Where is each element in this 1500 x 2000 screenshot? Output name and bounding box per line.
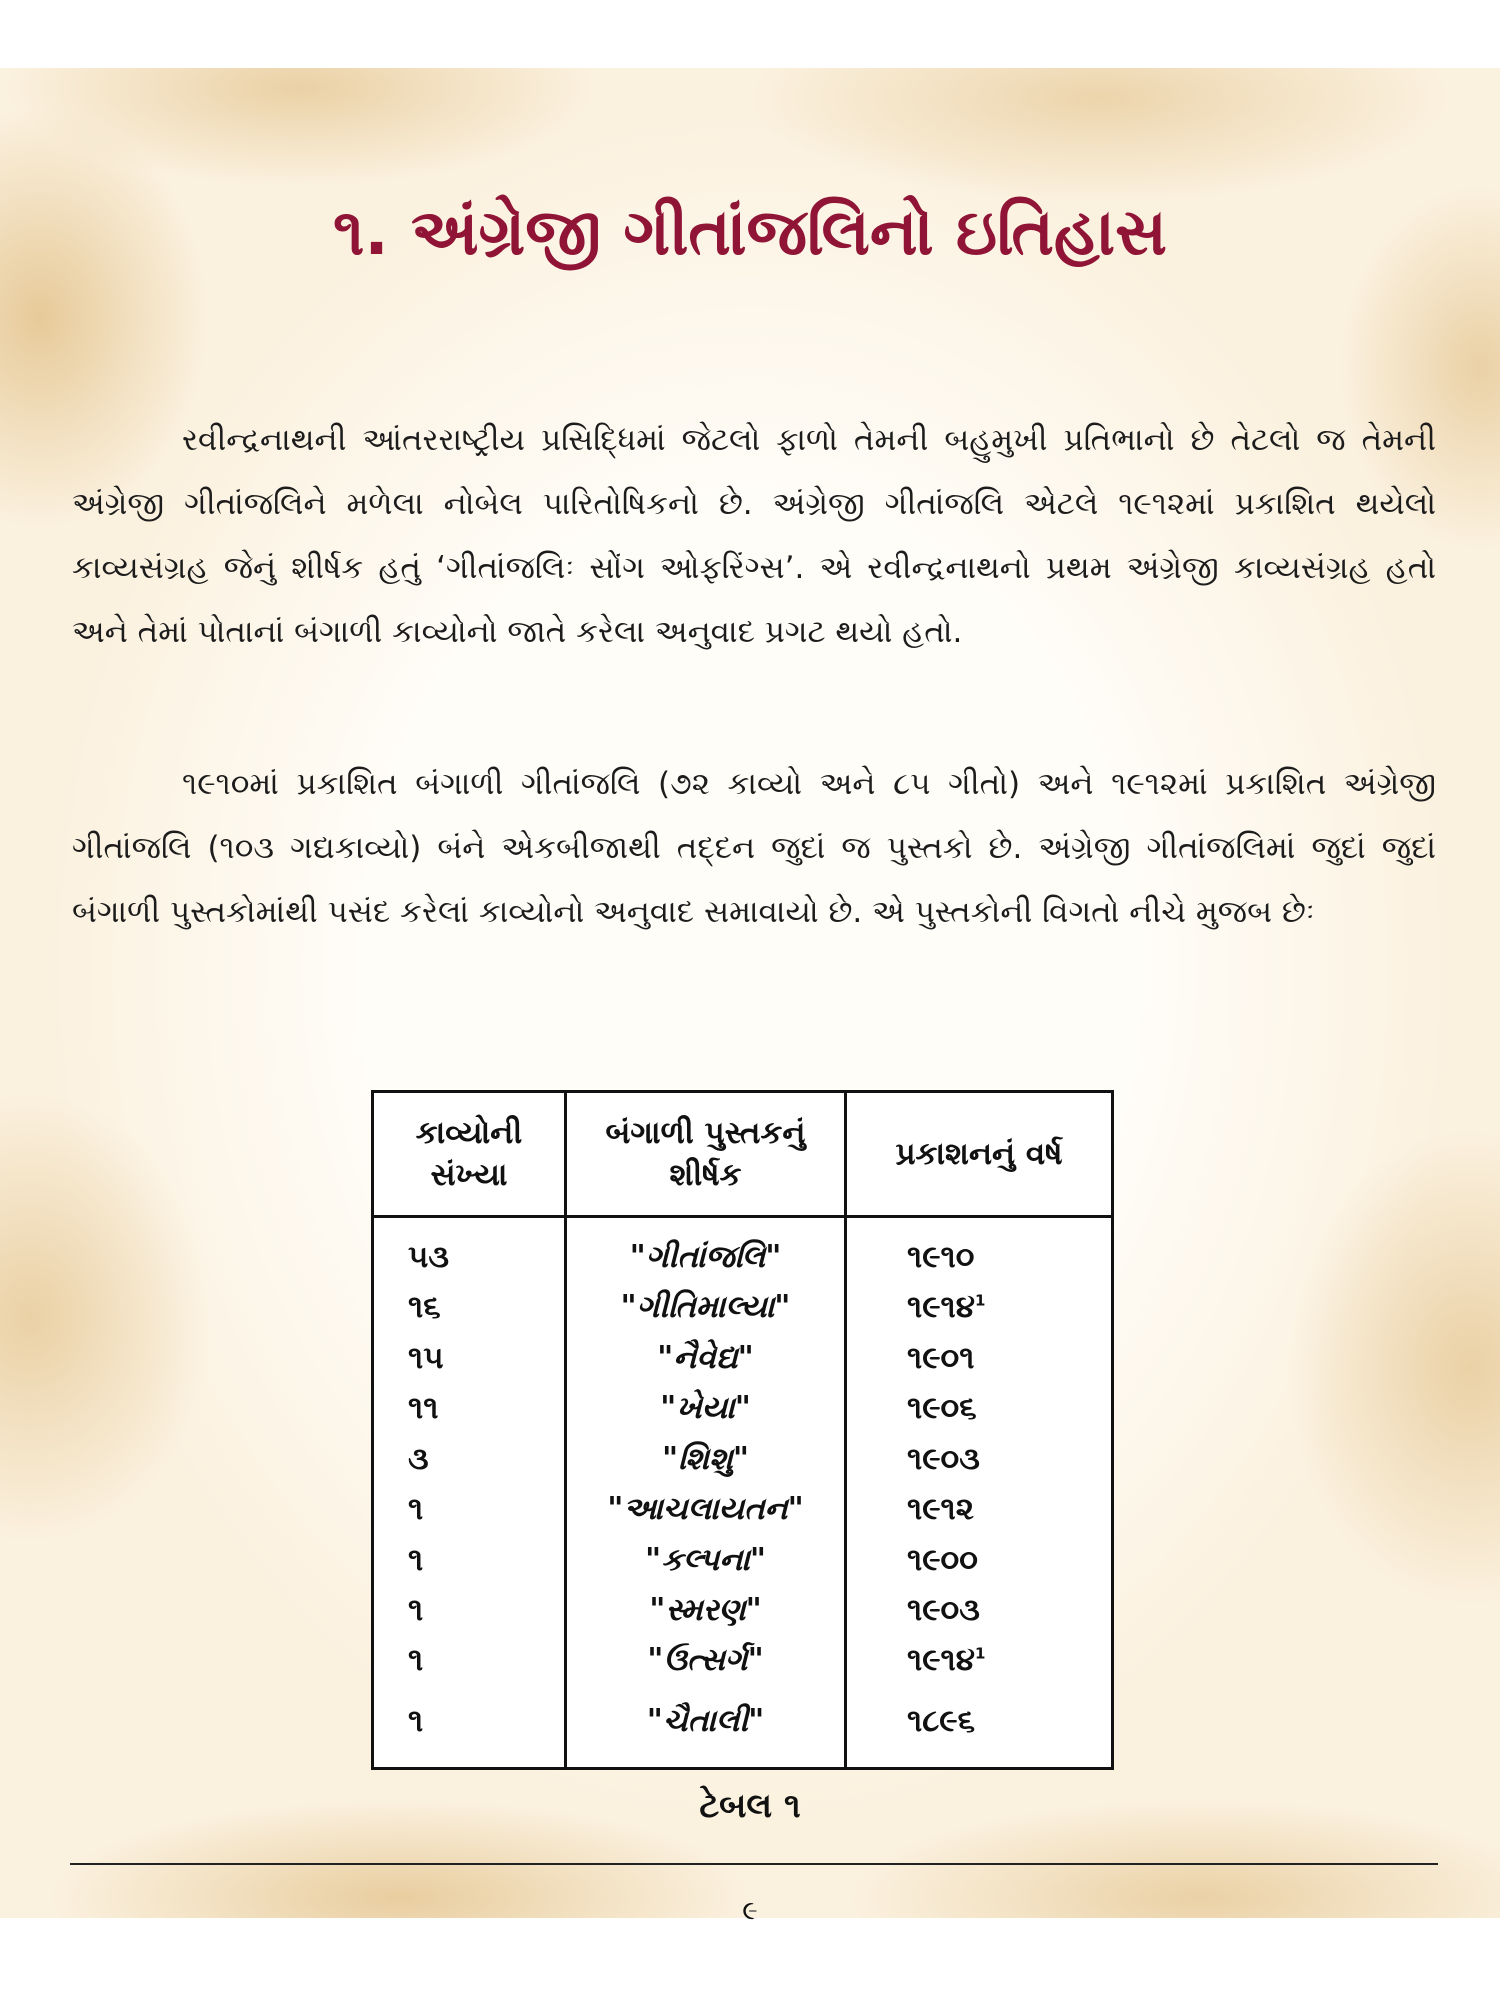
poem-count-cell: ૧૬ bbox=[408, 1289, 441, 1326]
table-row bbox=[373, 1333, 1113, 1383]
table-row bbox=[373, 1535, 1113, 1585]
book-title-cell: "ગીતિમાલ્યા" bbox=[566, 1283, 846, 1333]
year-cell bbox=[846, 1636, 1113, 1686]
book-title-cell: "ગીતાંજલિ" bbox=[566, 1217, 846, 1283]
poem-count-cell: ૫૩ bbox=[408, 1238, 450, 1275]
table-row bbox=[373, 1384, 1113, 1434]
book-title-cell: "ખેયા" bbox=[566, 1384, 846, 1434]
table-row bbox=[373, 1434, 1113, 1484]
body-paragraph-2: ૧૯૧૦માં પ્રકાશિત બંગાળી ગીતાંજલિ (૭૨ કાવ્યો અને ૮૫ ગીતો) અને ૧૯૧૨માં પ્રકાશિત અંગ્રેજી ગીતાંજલિ (૧૦૩ ગદ્યકાવ્યો) બંને એકબીજાથી તદ્દન જુદાં જ પુસ્તકો છે. અંગ્રેજી ગીતાંજલિમાં જુદાં જુદાં બંગાળી પુસ્તકોમાંથી પસંદ કરેલાં કાવ્યોનો અનુવાદ સમાવાયો છે. એ પુસ્તકોની વિગતો નીચે મુજબ છેઃ bbox=[72, 766, 1436, 930]
poem-count-cell: ૧૧ bbox=[408, 1390, 439, 1427]
year-cell bbox=[846, 1283, 1113, 1333]
table-row bbox=[373, 1585, 1113, 1635]
poem-count-cell: ૧ bbox=[408, 1592, 424, 1629]
year-cell bbox=[846, 1384, 1113, 1434]
footer-divider bbox=[70, 1863, 1438, 1865]
year-cell bbox=[846, 1484, 1113, 1534]
year-cell bbox=[846, 1217, 1113, 1283]
book-title-cell: "આચલાયતન" bbox=[566, 1484, 846, 1534]
book-details-table bbox=[371, 1090, 1114, 1770]
year-cell bbox=[846, 1535, 1113, 1585]
year-value: ૧૯૦૬ bbox=[907, 1390, 977, 1427]
header-poem-count: કાવ્યોની સંખ્યા bbox=[373, 1092, 566, 1217]
poem-count-cell: ૧૫ bbox=[408, 1339, 444, 1376]
poem-count-cell: ૧ bbox=[408, 1703, 424, 1740]
book-title-cell: "કલ્પના" bbox=[566, 1535, 846, 1585]
year-cell bbox=[846, 1434, 1113, 1484]
page-number: ૯ bbox=[742, 1896, 758, 1926]
year-value: ૧૯૧૪ bbox=[907, 1289, 975, 1326]
table-header-row bbox=[373, 1092, 1113, 1217]
header-publication-year: પ્રકાશનનું વર્ષ bbox=[846, 1092, 1113, 1217]
poem-count-cell: ૩ bbox=[408, 1440, 429, 1477]
year-value: ૧૯૦૩ bbox=[907, 1440, 980, 1477]
book-page bbox=[0, 68, 1500, 1926]
year-cell bbox=[846, 1333, 1113, 1383]
table-row bbox=[373, 1686, 1113, 1768]
header-bengali-book-title: બંગાળી પુસ્તકનું શીર્ષક bbox=[566, 1092, 846, 1217]
year-value: ૧૯૧૦ bbox=[907, 1238, 975, 1275]
year-value: ૧૮૯૬ bbox=[907, 1703, 975, 1740]
year-cell bbox=[846, 1585, 1113, 1635]
table-row bbox=[373, 1283, 1113, 1333]
year-value: ૧૯૦૩ bbox=[907, 1592, 980, 1629]
book-title-cell: "સ્મરણ" bbox=[566, 1585, 846, 1635]
year-value: ૧૯૦૧ bbox=[907, 1339, 975, 1376]
footnote-marker: 1 bbox=[974, 1645, 986, 1664]
book-title-cell: "ચૈતાલી" bbox=[566, 1686, 846, 1768]
poem-count-cell: ૧ bbox=[408, 1541, 424, 1578]
table-body bbox=[373, 1217, 1113, 1769]
book-title-cell: "શિશુ" bbox=[566, 1434, 846, 1484]
year-value: ૧૯૦૦ bbox=[907, 1541, 978, 1578]
book-title-cell: "નૈવેદ્ય" bbox=[566, 1333, 846, 1383]
book-title-cell: "ઉત્સર્ગ" bbox=[566, 1636, 846, 1686]
year-value: ૧૯૧૪ bbox=[907, 1642, 975, 1679]
year-cell bbox=[846, 1686, 1113, 1768]
table-row bbox=[373, 1636, 1113, 1686]
year-value: ૧૯૧૨ bbox=[907, 1491, 974, 1528]
poem-count-cell: ૧ bbox=[408, 1491, 424, 1528]
table-caption: ટેબલ ૧ bbox=[699, 1786, 801, 1826]
table-row bbox=[373, 1217, 1113, 1283]
chapter-title: ૧. અંગ્રેજી ગીતાંજલિનો ઇતિહાસ bbox=[333, 196, 1167, 270]
table-row bbox=[373, 1484, 1113, 1534]
body-paragraph-1: રવીન્દ્રનાથની આંતરરાષ્ટ્રીય પ્રસિદ્ધિમાં જેટલો ફાળો તેમની બહુમુખી પ્રતિભાનો છે તેટલો જ તેમની અંગ્રેજી ગીતાંજલિને મળેલા નોબેલ પારિતોષિકનો છે. અંગ્રેજી ગીતાંજલિ એટલે ૧૯૧૨માં પ્રકાશિત થયેલો કાવ્યસંગ્રહ જેનું શીર્ષક હતું ‘ગીતાંજલિઃ સોંગ ઓફરિંગ્સ’. એ રવીન્દ્રનાથનો પ્રથમ અંગ્રેજી કાવ્યસંગ્રહ હતો અને તેમાં પોતાનાં બંગાળી કાવ્યોનો જાતે કરેલા અનુવાદ પ્રગટ થયો હતો. bbox=[72, 422, 1436, 650]
footnote-marker: 1 bbox=[974, 1291, 986, 1310]
poem-count-cell: ૧ bbox=[408, 1642, 424, 1679]
